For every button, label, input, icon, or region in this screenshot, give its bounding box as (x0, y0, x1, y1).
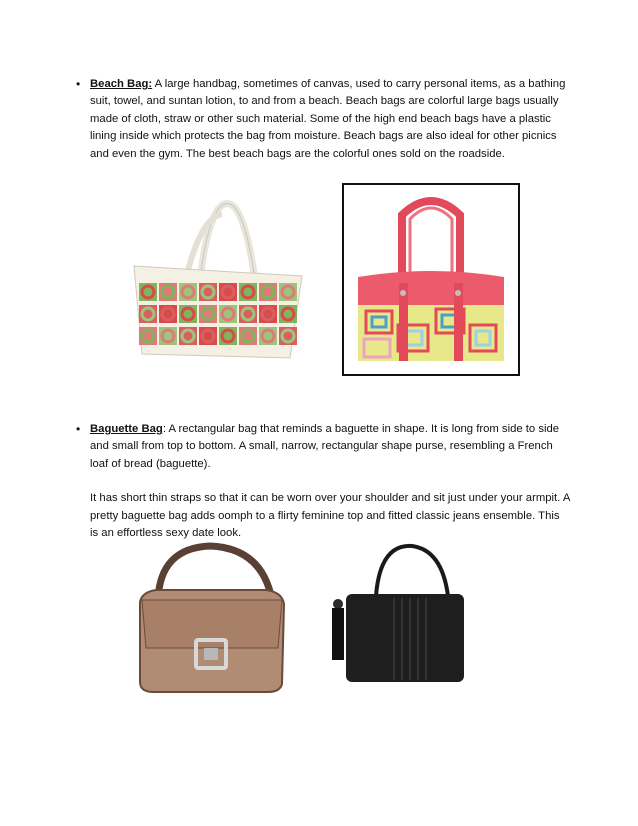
beach-bag-image-1 (130, 198, 308, 368)
baguette-bag-description: : A rectangular bag that reminds a baguette in shape. It is long from side to side and small from top to bottom. A small, narrow, rectangular shape purse, resembling a French loaf of bread (baguette). (90, 423, 560, 470)
baguette-bag-term: Baguette Bag (90, 423, 163, 435)
baguette-bag-paragraph (90, 421, 570, 473)
beach-bag-term: Beach Bag: (90, 78, 153, 90)
beach-bag-description: A large handbag, sometimes of canvas, used to carry personal items, as a bathing suit, towel, and suntan lotion, to and from a beach. Beach bags are colorful large bags usually made of cloth, straw or other such material. Some of the high end beach bags have a plastic lining inside which protects the bag from moisture. Beach bags are also ideal for other picnics and even the gym. The best beach bags are the colorful ones sold on the roadside. (90, 78, 566, 160)
baguette-bag-section (76, 421, 570, 542)
beach-bag-section (76, 76, 570, 163)
beach-bag-image-2 (344, 185, 518, 374)
baguette-bag-image-1 (132, 540, 290, 696)
beach-bag-paragraph (90, 76, 570, 163)
bullet-icon: • (76, 77, 81, 91)
beach-bag-image-2-frame (342, 183, 520, 376)
baguette-bag-paragraph-2: It has short thin straps so that it can be worn over your shoulder and sit just under your armpit. A pretty baguette bag adds oomph to a flirty feminine top and fitted classic jeans ensemble. This is an effortless sexy date look. (90, 492, 570, 540)
baguette-bag-image-2 (324, 540, 472, 688)
bullet-icon: • (76, 422, 81, 436)
